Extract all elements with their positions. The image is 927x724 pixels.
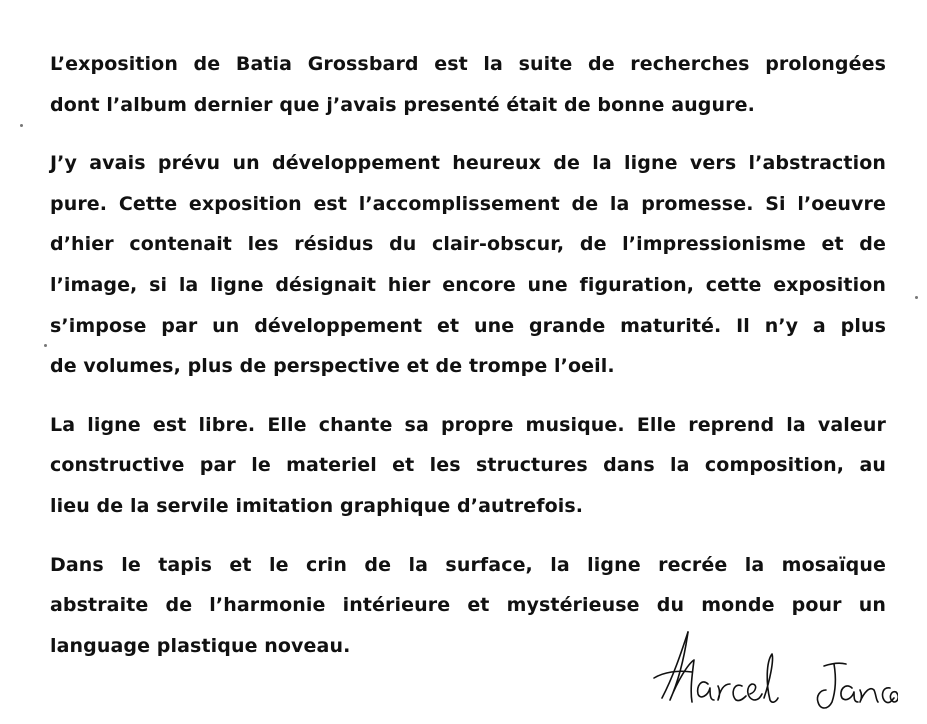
text-line: s’impose par un développement et une grande maturité. Il n’y a plus — [50, 314, 886, 337]
text-line: La ligne est libre. Elle chante sa propre musique. Elle reprend la valeur — [50, 413, 886, 436]
handwritten-signature — [648, 620, 898, 720]
text-line: de volumes, plus de perspective et de trompe l’oeil. — [50, 355, 615, 378]
text-line: d’hier contenait les résidus du clair-obscur, de l’impressionisme et de — [50, 233, 886, 256]
text-line: constructive par le materiel et les structures dans la composition, au — [50, 454, 886, 477]
paragraph-2 — [50, 143, 886, 387]
signature-drawing — [648, 620, 898, 720]
text-line: L’exposition de Batia Grossbard est la suite de recherches prolongées — [50, 53, 886, 75]
text-line: pure. Cette exposition est l’accomplissement de la promesse. Si l’oeuvre — [50, 192, 886, 215]
text-line: J’y avais prévu un développement heureux de la ligne vers l’abstraction — [50, 152, 886, 175]
text-line: Dans le tapis et le crin de la surface, la ligne recrée la mosaïque — [50, 553, 886, 576]
text-line: lieu de la servile imitation graphique d’autrefois. — [50, 494, 584, 517]
scan-speck — [44, 344, 47, 347]
text-line: dont l’album dernier que j’avais presenté était de bonne augure. — [50, 93, 755, 116]
text-line: abstraite de l’harmonie intérieure et mystérieuse du monde pour un — [50, 594, 886, 617]
paragraph-1 — [50, 44, 886, 125]
text-line: language plastique noveau. — [50, 634, 351, 657]
paragraph-3 — [50, 405, 886, 527]
text-line: l’image, si la ligne désignait hier encore une figuration, cette exposition — [50, 273, 886, 296]
body-text — [50, 44, 886, 684]
scan-speck — [20, 124, 23, 127]
scan-speck — [915, 296, 918, 299]
